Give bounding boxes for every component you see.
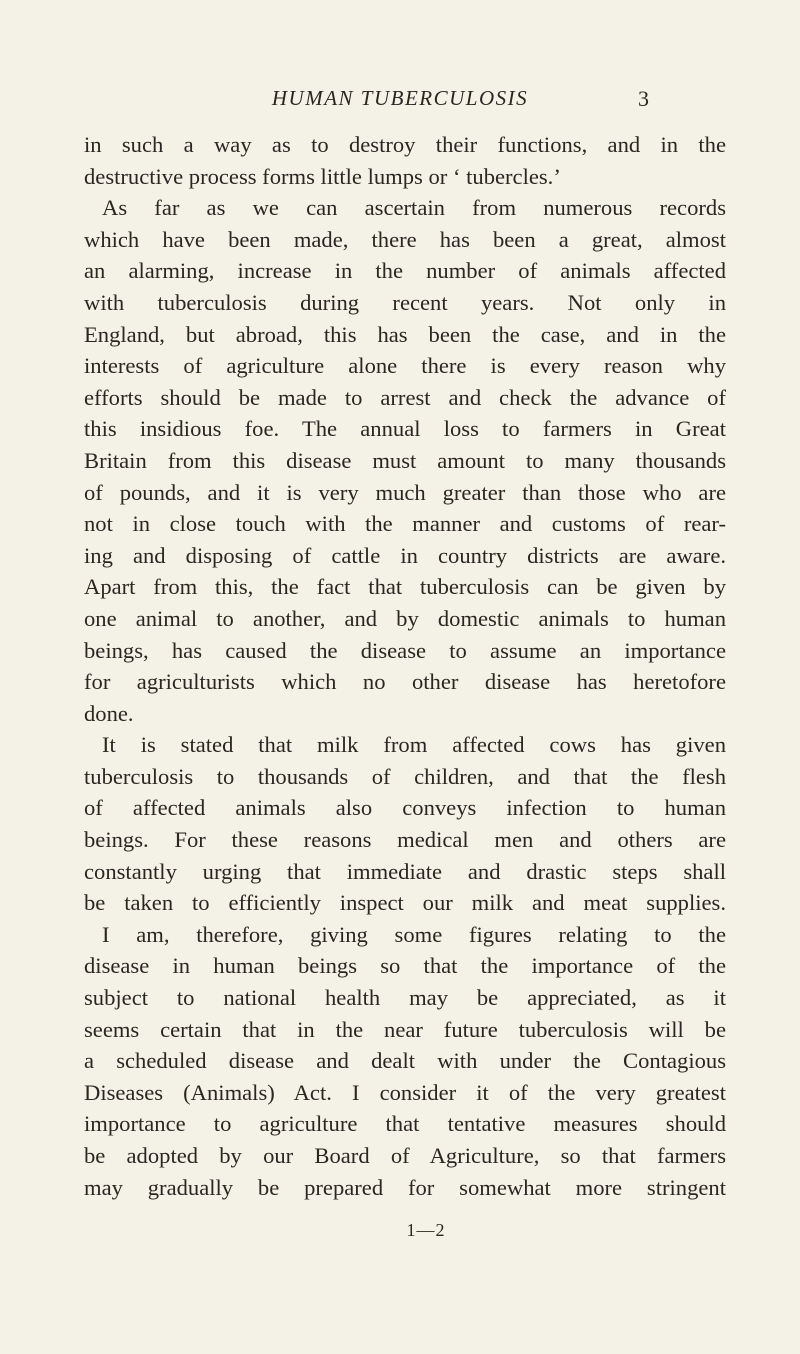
running-title: HUMAN TUBERCULOSIS: [271, 86, 529, 110]
text-line: efforts should be made to arrest and check the advance of: [84, 384, 726, 410]
running-head: [0, 86, 800, 116]
text-line: destructive process forms little lumps or ‘ tubercles.’: [84, 163, 561, 189]
text-line: an alarming, increase in the number of animals affected: [84, 258, 726, 284]
text-line: importance to agriculture that tentative measures should: [84, 1111, 726, 1137]
text-line: may gradually be prepared for somewhat more stringent: [84, 1174, 726, 1200]
text-line: this insidious foe. The annual loss to farmers in Great: [84, 416, 726, 442]
text-line: subject to national health may be appreciated, as it: [84, 985, 726, 1011]
text-line: seems certain that in the near future tuberculosis will be: [84, 1016, 726, 1042]
text-line: of pounds, and it is very much greater than those who are: [84, 479, 726, 505]
text-line: constantly urging that immediate and drastic steps shall: [84, 858, 726, 884]
text-line: be adopted by our Board of Agriculture, so that farmers: [84, 1143, 726, 1168]
text-line: Apart from this, the fact that tuberculosis can be given by: [84, 574, 726, 600]
body-text: [84, 129, 726, 1203]
text-line: Diseases (Animals) Act. I consider it of the very greatest: [84, 1079, 726, 1105]
text-line: It is stated that milk from affected cows has given: [102, 732, 726, 758]
text-line: for agriculturists which no other disease has heretofore: [84, 669, 726, 695]
text-line: beings. For these reasons medical men and others are: [84, 827, 726, 853]
text-line: which have been made, there has been a great, almost: [84, 226, 726, 252]
text-line: of affected animals also conveys infection to human: [84, 795, 726, 821]
text-line: in such a way as to destroy their functions, and in the: [84, 132, 726, 157]
text-line: tuberculosis to thousands of children, and that the flesh: [84, 763, 726, 789]
text-line: beings, has caused the disease to assume an importance: [84, 637, 726, 663]
signature-mark: 1—2: [406, 1220, 446, 1240]
text-line: As far as we can ascertain from numerous records: [102, 195, 726, 221]
text-line: not in close touch with the manner and customs of rear-: [84, 511, 726, 537]
text-line: England, but abroad, this has been the case, and in the: [84, 321, 726, 347]
text-line: a scheduled disease and dealt with under the Contagious: [84, 1048, 726, 1074]
text-line: interests of agriculture alone there is every reason why: [84, 353, 726, 379]
text-line: one animal to another, and by domestic animals to human: [84, 605, 726, 631]
text-line: with tuberculosis during recent years. Not only in: [84, 289, 726, 315]
text-line: I am, therefore, giving some figures relating to the: [102, 921, 726, 947]
text-line: ing and disposing of cattle in country districts are aware.: [84, 542, 726, 568]
page-number: 3: [638, 86, 649, 111]
text-line: disease in human beings so that the importance of the: [84, 953, 726, 979]
text-line: done.: [84, 700, 134, 726]
text-line: be taken to efficiently inspect our milk and meat supplies.: [84, 890, 726, 916]
text-line: Britain from this disease must amount to many thousands: [84, 447, 726, 473]
